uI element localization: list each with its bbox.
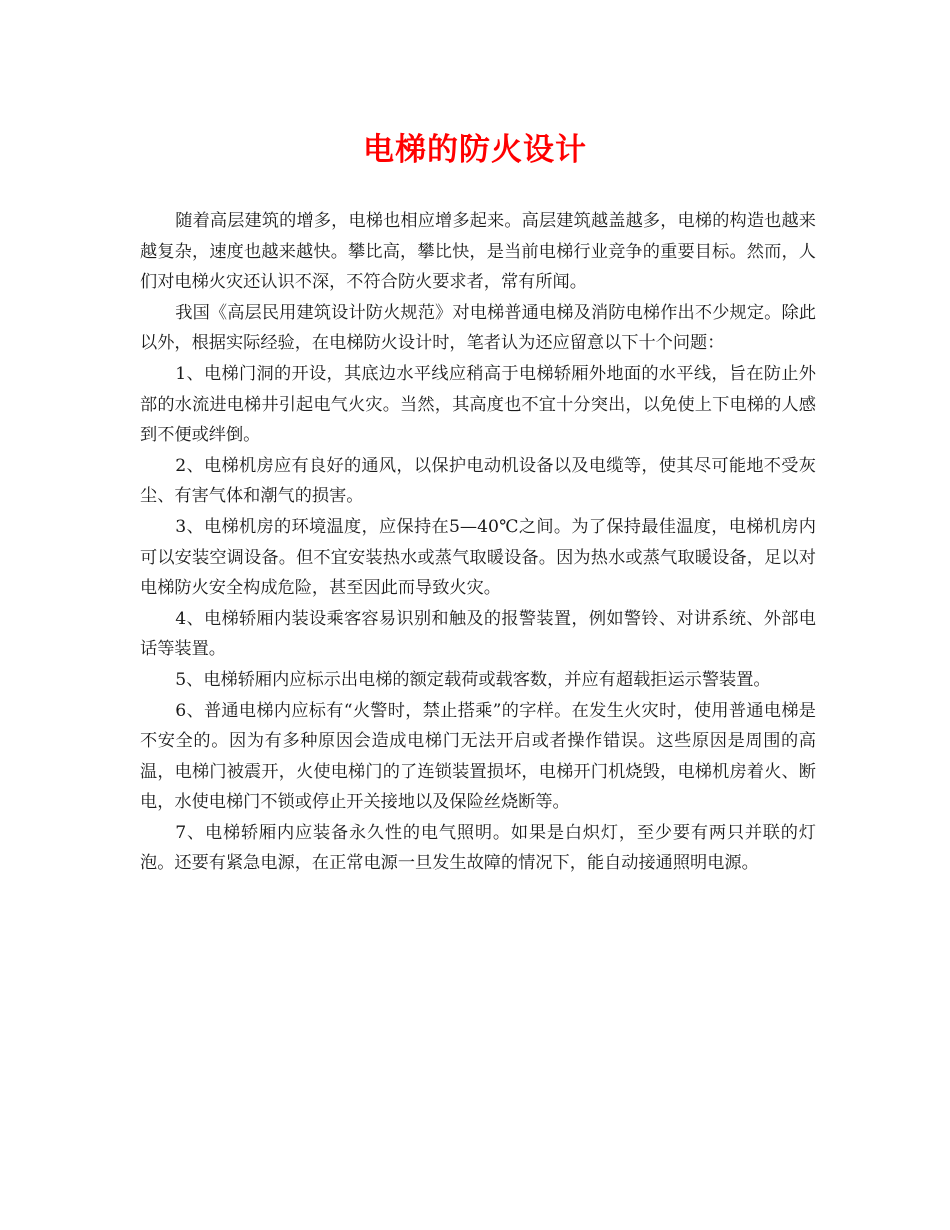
paragraph-item-1: 1、电梯门洞的开设，其底边水平线应稍高于电梯轿厢外地面的水平线，旨在防止外部的水流进电梯井引起电气火灾。当然，其高度也不宜十分突出，以免使上下电梯的人感到不便或绊倒。 [140, 363, 816, 446]
paragraph-item-7: 7、电梯轿厢内应装备永久性的电气照明。如果是白炽灯，至少要有两只并联的灯泡。还要有紧急电源，在正常电源一旦发生故障的情况下，能自动接通照明电源。 [140, 822, 816, 874]
paragraph-item-5: 5、电梯轿厢内应标示出电梯的额定载荷或载客数，并应有超载拒运示警装置。 [175, 669, 771, 690]
paragraph-item-3: 3、电梯机房的环境温度，应保持在5—40℃之间。为了保持最佳温度，电梯机房内可以安装空调设备。但不宜安装热水或蒸气取暖设备。因为热水或蒸气取暖设备，足以对电梯防火安全构成危险，甚至因此而导致火灾。 [140, 516, 816, 599]
paragraph-item-6: 6、普通电梯内应标有“火警时，禁止搭乘”的字样。在发生火灾时，使用普通电梯是不安全的。因为有多种原因会造成电梯门无法开启或者操作错误。这些原因是周围的高温，电梯门被震开，火使电梯门的了连锁装置损坏，电梯开门机烧毁，电梯机房着火、断电，水使电梯门不锁或停止开关接地以及保险丝烧断等。 [140, 700, 816, 813]
paragraph-intro: 随着高层建筑的增多，电梯也相应增多起来。高层建筑越盖越多，电梯的构造也越来越复杂，速度也越来越快。攀比高，攀比快，是当前电梯行业竞争的重要目标。然而，人们对电梯火灾还认识不深，不符合防火要求者，常有所闻。 [140, 211, 816, 293]
paragraph-item-4: 4、电梯轿厢内装设乘客容易识别和触及的报警装置，例如警铃、对讲系统、外部电话等装置。 [140, 608, 816, 660]
document-title: 电梯的防火设计 [363, 132, 587, 168]
document-body [140, 206, 816, 879]
paragraph-regulation: 我国《高层民用建筑设计防火规范》对电梯普通电梯及消防电梯作出不少规定。除此以外，根据实际经验，在电梯防火设计时，笔者认为还应留意以下十个问题： [140, 302, 816, 354]
paragraph-item-2: 2、电梯机房应有良好的通风，以保护电动机设备以及电缆等，使其尽可能地不受灰尘、有害气体和潮气的损害。 [140, 455, 816, 507]
